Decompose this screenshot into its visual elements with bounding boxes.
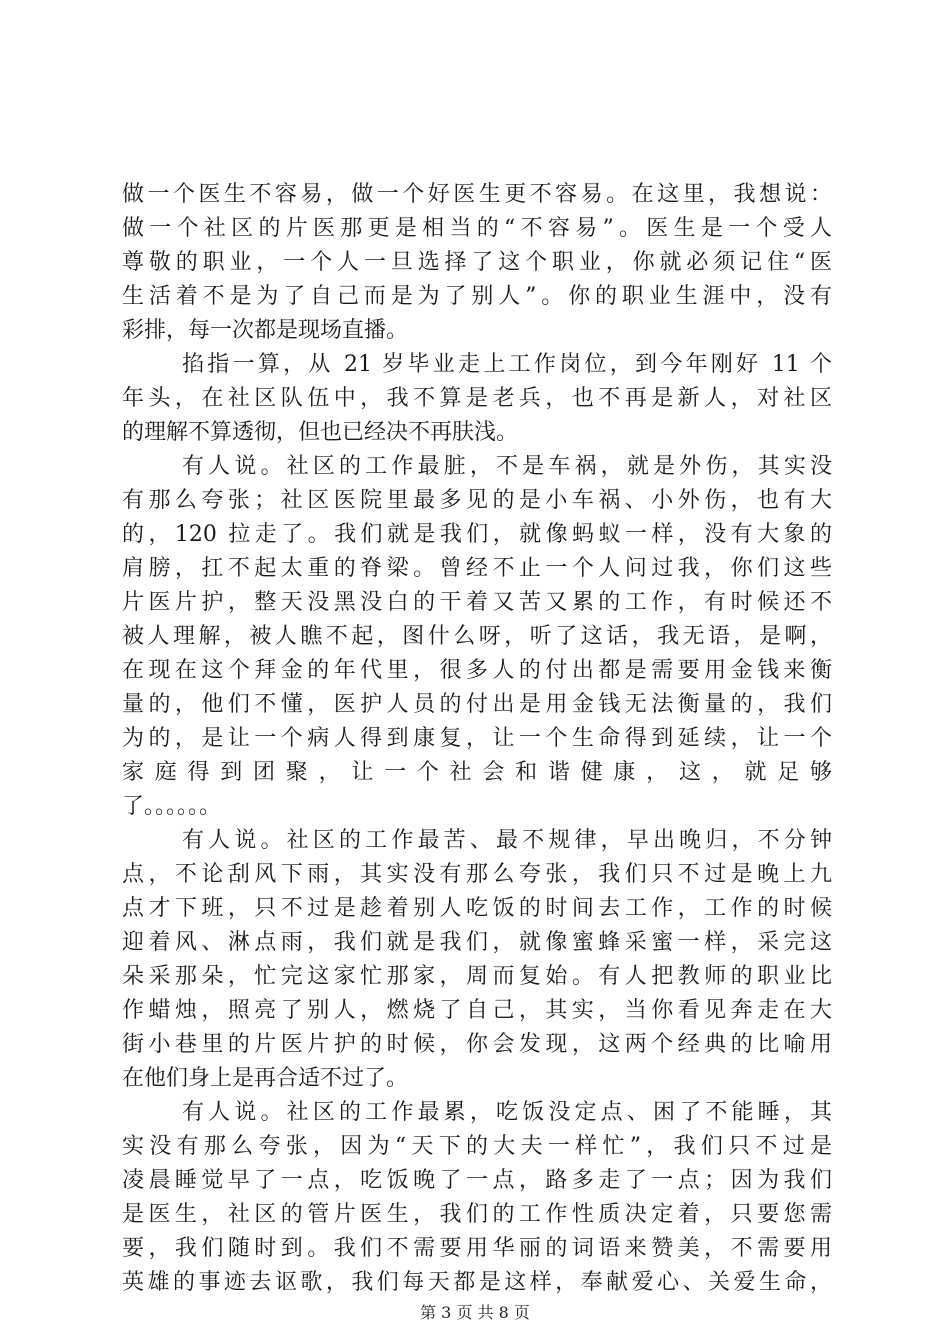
text-line: 有人说。社区的工作最累，吃饭没定点、困了不能睡，其: [182, 1100, 832, 1125]
page-number-footer: 第 3 页 共 8 页: [420, 1303, 530, 1322]
text-line: 尊敬的职业，一个人一旦选择了这个职业，你就必须记住“医: [122, 250, 832, 275]
text-line: 为的，是让一个病人得到康复，让一个生命得到延续，让一个: [122, 726, 832, 751]
text-line: 朵采那朵，忙完这家忙那家，周而复始。有人把教师的职业比: [122, 964, 832, 989]
text-line: 迎着风、淋点雨，我们就是我们，就像蜜蜂采蜜一样，采完这: [122, 930, 832, 955]
text-line: 有人说。社区的工作最苦、最不规律，早出晚归，不分钟: [182, 828, 832, 853]
text-line: 做一个医生不容易，做一个好医生更不容易。在这里，我想说：: [122, 182, 832, 207]
text-line: 量的，他们不懂，医护人员的付出是用金钱无法衡量的，我们: [122, 692, 832, 717]
text-line: 片医片护，整天没黑没白的干着又苦又累的工作，有时候还不: [122, 590, 832, 615]
text-line: 凌晨睡觉早了一点，吃饭晚了一点，路多走了一点；因为我们: [122, 1168, 832, 1193]
text-line: 街小巷里的片医片护的时候，你会发现，这两个经典的比喻用: [122, 1032, 832, 1057]
text-line: 生活着不是为了自己而是为了别人”。你的职业生涯中，没有: [122, 284, 832, 309]
text-line: 的理解不算透彻，但也已经决不再肤浅。: [122, 420, 519, 445]
text-line: 在现在这个拜金的年代里，很多人的付出都是需要用金钱来衡: [122, 658, 832, 683]
paragraph-1: [122, 178, 832, 348]
text-line: 被人理解，被人瞧不起，图什么呀，听了这话，我无语，是啊，: [122, 624, 832, 649]
text-line: 点，不论刮风下雨，其实没有那么夸张，我们只不过是晚上九: [122, 862, 832, 887]
paragraph-4: [122, 824, 832, 1096]
text-line: 肩膀，扛不起太重的脊梁。曾经不止一个人问过我，你们这些: [122, 556, 832, 581]
text-line: 作蜡烛，照亮了别人，燃烧了自己，其实，当你看见奔走在大: [122, 998, 832, 1023]
paragraph-2: [122, 348, 832, 450]
body-text: [122, 178, 832, 1300]
text-line: 的，120 拉走了。我们就是我们，就像蚂蚁一样，没有大象的: [122, 522, 832, 547]
text-line: 掐指一算，从 21 岁毕业走上工作岗位，到今年刚好 11 个: [182, 352, 832, 377]
text-line: 有那么夸张；社区医院里最多见的是小车祸、小外伤，也有大: [122, 488, 832, 513]
text-line: 做一个社区的片医那更是相当的“不容易”。医生是一个受人: [122, 216, 832, 241]
text-line: 实没有那么夸张，因为“天下的大夫一样忙”，我们只不过是: [122, 1134, 832, 1159]
text-line: 在他们身上是再合适不过了。: [122, 1066, 409, 1091]
text-line: 有人说。社区的工作最脏，不是车祸，就是外伤，其实没: [182, 454, 832, 479]
text-line: 英雄的事迹去讴歌，我们每天都是这样，奉献爱心、关爱生命，: [122, 1270, 832, 1295]
text-line: 家庭得到团聚，让一个社会和谐健康，这，就足够: [122, 760, 832, 785]
text-line: 了。。。。。。: [122, 794, 222, 819]
paragraph-5: [122, 1096, 832, 1300]
text-line: 年头，在社区队伍中，我不算是老兵，也不再是新人，对社区: [122, 386, 832, 411]
paragraph-3: [122, 450, 832, 824]
text-line: 点才下班，只不过是趁着别人吃饭的时间去工作，工作的时候: [122, 896, 832, 921]
text-line: 彩排，每一次都是现场直播。: [122, 318, 409, 343]
text-line: 是医生，社区的管片医生，我们的工作性质决定着，只要您需: [122, 1202, 832, 1227]
text-line: 要，我们随时到。我们不需要用华丽的词语来赞美，不需要用: [122, 1236, 832, 1261]
